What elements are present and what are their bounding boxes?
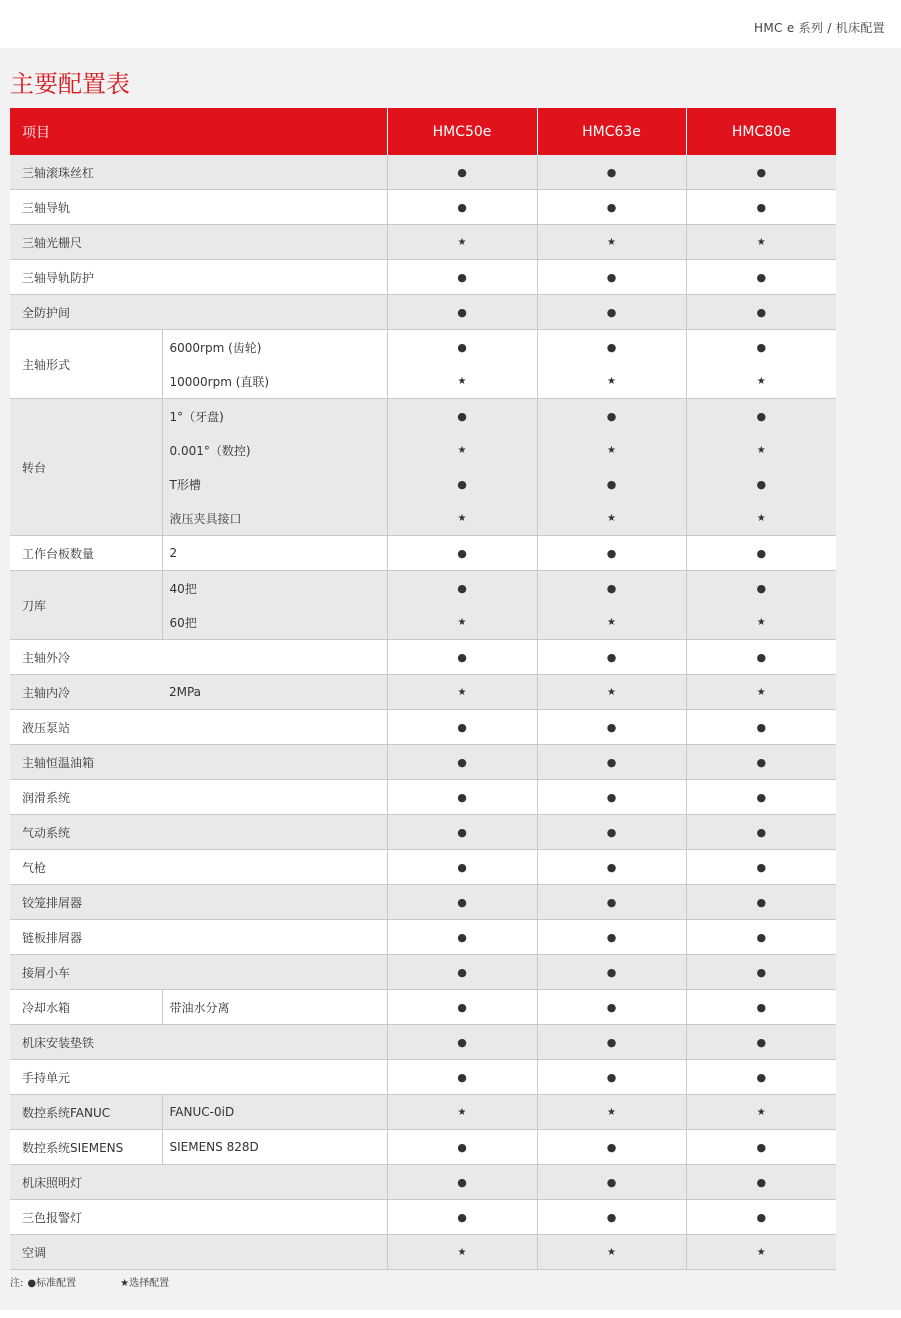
optional-mark: ★ [686, 433, 836, 467]
table-row [10, 1200, 836, 1235]
standard-mark: ● [686, 1165, 836, 1200]
standard-mark: ● [537, 260, 686, 295]
standard-mark: ● [387, 155, 537, 190]
table-header-row [10, 108, 836, 155]
table-row [10, 990, 836, 1025]
standard-mark: ● [686, 260, 836, 295]
table-row [10, 330, 836, 365]
row-sub-item: 0.001°（数控) [162, 433, 387, 467]
column-header-hmc80e: HMC80e [686, 108, 836, 155]
row-item-label: 全防护间 [10, 295, 387, 330]
row-item-label: 气动系统 [10, 815, 387, 850]
optional-mark: ★ [686, 364, 836, 399]
optional-mark: ★ [387, 364, 537, 399]
optional-mark: ★ [387, 433, 537, 467]
standard-mark: ● [686, 955, 836, 990]
standard-mark: ● [387, 1165, 537, 1200]
table-row [10, 155, 836, 190]
row-sub-item: 40把 [162, 571, 387, 606]
standard-mark: ● [686, 920, 836, 955]
table-row [10, 710, 836, 745]
standard-mark: ● [537, 536, 686, 571]
optional-mark: ★ [686, 225, 836, 260]
standard-mark: ● [686, 330, 836, 365]
standard-mark: ● [387, 330, 537, 365]
standard-mark: ● [387, 1025, 537, 1060]
standard-mark: ● [537, 885, 686, 920]
breadcrumb: HMC e 系列 / 机床配置 [754, 21, 885, 35]
row-item-label: 主轴恒温油箱 [10, 745, 387, 780]
standard-mark: ● [537, 1165, 686, 1200]
row-item-label: 三轴滚珠丝杠 [10, 155, 387, 190]
standard-mark: ● [686, 571, 836, 606]
config-table [10, 108, 836, 1270]
optional-mark: ★ [537, 225, 686, 260]
row-item-label: 气枪 [10, 850, 387, 885]
table-row [10, 260, 836, 295]
column-header-hmc50e: HMC50e [387, 108, 537, 155]
standard-mark: ● [537, 1025, 686, 1060]
optional-mark: ★ [387, 1095, 537, 1130]
row-item-label: 主轴内冷 [10, 675, 162, 710]
optional-mark: ★ [537, 364, 686, 399]
table-row [10, 955, 836, 990]
row-item-label: 冷却水箱 [10, 990, 162, 1025]
standard-mark: ● [686, 190, 836, 225]
standard-mark: ● [537, 850, 686, 885]
table-row [10, 780, 836, 815]
row-item-label: 三轴导轨 [10, 190, 387, 225]
row-item-label: 刀库 [10, 571, 162, 640]
optional-mark: ★ [537, 1235, 686, 1270]
optional-mark: ★ [686, 1235, 836, 1270]
standard-mark: ● [537, 190, 686, 225]
row-sub-item: 2 [162, 536, 387, 571]
table-row [10, 1095, 836, 1130]
standard-mark: ● [387, 295, 537, 330]
standard-mark: ● [537, 330, 686, 365]
optional-mark: ★ [686, 605, 836, 640]
standard-mark: ● [686, 536, 836, 571]
row-item-label: 接屑小车 [10, 955, 387, 990]
optional-mark: ★ [387, 675, 537, 710]
row-item-label: 链板排屑器 [10, 920, 387, 955]
standard-mark: ● [537, 990, 686, 1025]
standard-mark: ● [537, 571, 686, 606]
table-row [10, 536, 836, 571]
standard-mark: ● [686, 885, 836, 920]
standard-mark: ● [387, 710, 537, 745]
optional-mark: ★ [537, 675, 686, 710]
standard-mark: ● [387, 955, 537, 990]
note-optional: ★选择配置 [120, 1278, 170, 1289]
standard-mark: ● [537, 295, 686, 330]
optional-mark: ★ [686, 501, 836, 536]
row-item-label: 工作台板数量 [10, 536, 162, 571]
optional-mark: ★ [387, 1235, 537, 1270]
table-row [10, 1165, 836, 1200]
standard-mark: ● [387, 1060, 537, 1095]
standard-mark: ● [686, 640, 836, 675]
row-sub-item: 10000rpm (直联) [162, 364, 387, 399]
row-sub-item: 液压夹具接口 [162, 501, 387, 536]
standard-mark: ● [387, 815, 537, 850]
note-standard: ●标准配置 [27, 1278, 77, 1289]
optional-mark: ★ [387, 501, 537, 536]
optional-mark: ★ [686, 675, 836, 710]
standard-mark: ● [537, 640, 686, 675]
standard-mark: ● [387, 467, 537, 501]
standard-mark: ● [387, 260, 537, 295]
standard-mark: ● [686, 1130, 836, 1165]
table-row [10, 745, 836, 780]
optional-mark: ★ [387, 225, 537, 260]
optional-mark: ★ [387, 605, 537, 640]
note-prefix: 注: [10, 1278, 24, 1289]
standard-mark: ● [686, 780, 836, 815]
standard-mark: ● [686, 155, 836, 190]
column-header-item: 项目 [10, 108, 387, 155]
standard-mark: ● [686, 850, 836, 885]
row-item-label: 数控系统FANUC [10, 1095, 162, 1130]
table-row [10, 399, 836, 434]
column-header-hmc63e: HMC63e [537, 108, 686, 155]
optional-mark: ★ [686, 1095, 836, 1130]
standard-mark: ● [686, 1025, 836, 1060]
row-item-label: 润滑系统 [10, 780, 387, 815]
standard-mark: ● [387, 536, 537, 571]
row-item-label: 液压泵站 [10, 710, 387, 745]
row-sub-item: 带油水分离 [162, 990, 387, 1025]
row-sub-item: 1°（牙盘) [162, 399, 387, 434]
standard-mark: ● [387, 990, 537, 1025]
table-row [10, 1130, 836, 1165]
standard-mark: ● [537, 1060, 686, 1095]
standard-mark: ● [387, 571, 537, 606]
standard-mark: ● [537, 155, 686, 190]
standard-mark: ● [537, 780, 686, 815]
row-sub-item: 60把 [162, 605, 387, 640]
standard-mark: ● [387, 1200, 537, 1235]
page-title: 主要配置表 [10, 70, 130, 98]
row-item-label: 转台 [10, 399, 162, 536]
row-item-label: 手持单元 [10, 1060, 387, 1095]
table-row [10, 1235, 836, 1270]
table-row [10, 675, 836, 710]
row-item-label: 数控系统SIEMENS [10, 1130, 162, 1165]
row-sub-item: 2MPa [162, 675, 387, 710]
standard-mark: ● [387, 1130, 537, 1165]
standard-mark: ● [537, 1200, 686, 1235]
table-row [10, 295, 836, 330]
standard-mark: ● [686, 1200, 836, 1235]
table-row [10, 1060, 836, 1095]
table-row [10, 850, 836, 885]
standard-mark: ● [686, 815, 836, 850]
optional-mark: ★ [537, 605, 686, 640]
standard-mark: ● [387, 399, 537, 434]
optional-mark: ★ [537, 433, 686, 467]
standard-mark: ● [686, 990, 836, 1025]
standard-mark: ● [537, 920, 686, 955]
row-item-label: 机床照明灯 [10, 1165, 387, 1200]
table-row [10, 920, 836, 955]
standard-mark: ● [537, 710, 686, 745]
standard-mark: ● [537, 955, 686, 990]
legend-note [10, 1274, 213, 1289]
table-row [10, 1025, 836, 1060]
standard-mark: ● [387, 745, 537, 780]
table-row [10, 225, 836, 260]
standard-mark: ● [537, 745, 686, 780]
row-item-label: 机床安装垫铁 [10, 1025, 387, 1060]
standard-mark: ● [537, 815, 686, 850]
row-item-label: 三轴导轨防护 [10, 260, 387, 295]
table-row [10, 571, 836, 606]
table-row [10, 885, 836, 920]
standard-mark: ● [387, 850, 537, 885]
standard-mark: ● [686, 467, 836, 501]
standard-mark: ● [537, 399, 686, 434]
standard-mark: ● [387, 885, 537, 920]
row-sub-item: SIEMENS 828D [162, 1130, 387, 1165]
optional-mark: ★ [537, 501, 686, 536]
standard-mark: ● [387, 640, 537, 675]
table-row [10, 815, 836, 850]
row-item-label: 三轴光栅尺 [10, 225, 387, 260]
standard-mark: ● [686, 745, 836, 780]
row-item-label: 铰笼排屑器 [10, 885, 387, 920]
standard-mark: ● [686, 399, 836, 434]
row-item-label: 空调 [10, 1235, 387, 1270]
standard-mark: ● [537, 467, 686, 501]
standard-mark: ● [387, 920, 537, 955]
standard-mark: ● [686, 1060, 836, 1095]
row-item-label: 三色报警灯 [10, 1200, 387, 1235]
row-item-label: 主轴外冷 [10, 640, 387, 675]
standard-mark: ● [387, 780, 537, 815]
row-item-label: 主轴形式 [10, 330, 162, 399]
standard-mark: ● [387, 190, 537, 225]
optional-mark: ★ [537, 1095, 686, 1130]
table-row [10, 190, 836, 225]
row-sub-item: FANUC-0iD [162, 1095, 387, 1130]
standard-mark: ● [686, 295, 836, 330]
table-row [10, 640, 836, 675]
row-sub-item: 6000rpm (齿轮) [162, 330, 387, 365]
row-sub-item: T形槽 [162, 467, 387, 501]
standard-mark: ● [686, 710, 836, 745]
standard-mark: ● [537, 1130, 686, 1165]
